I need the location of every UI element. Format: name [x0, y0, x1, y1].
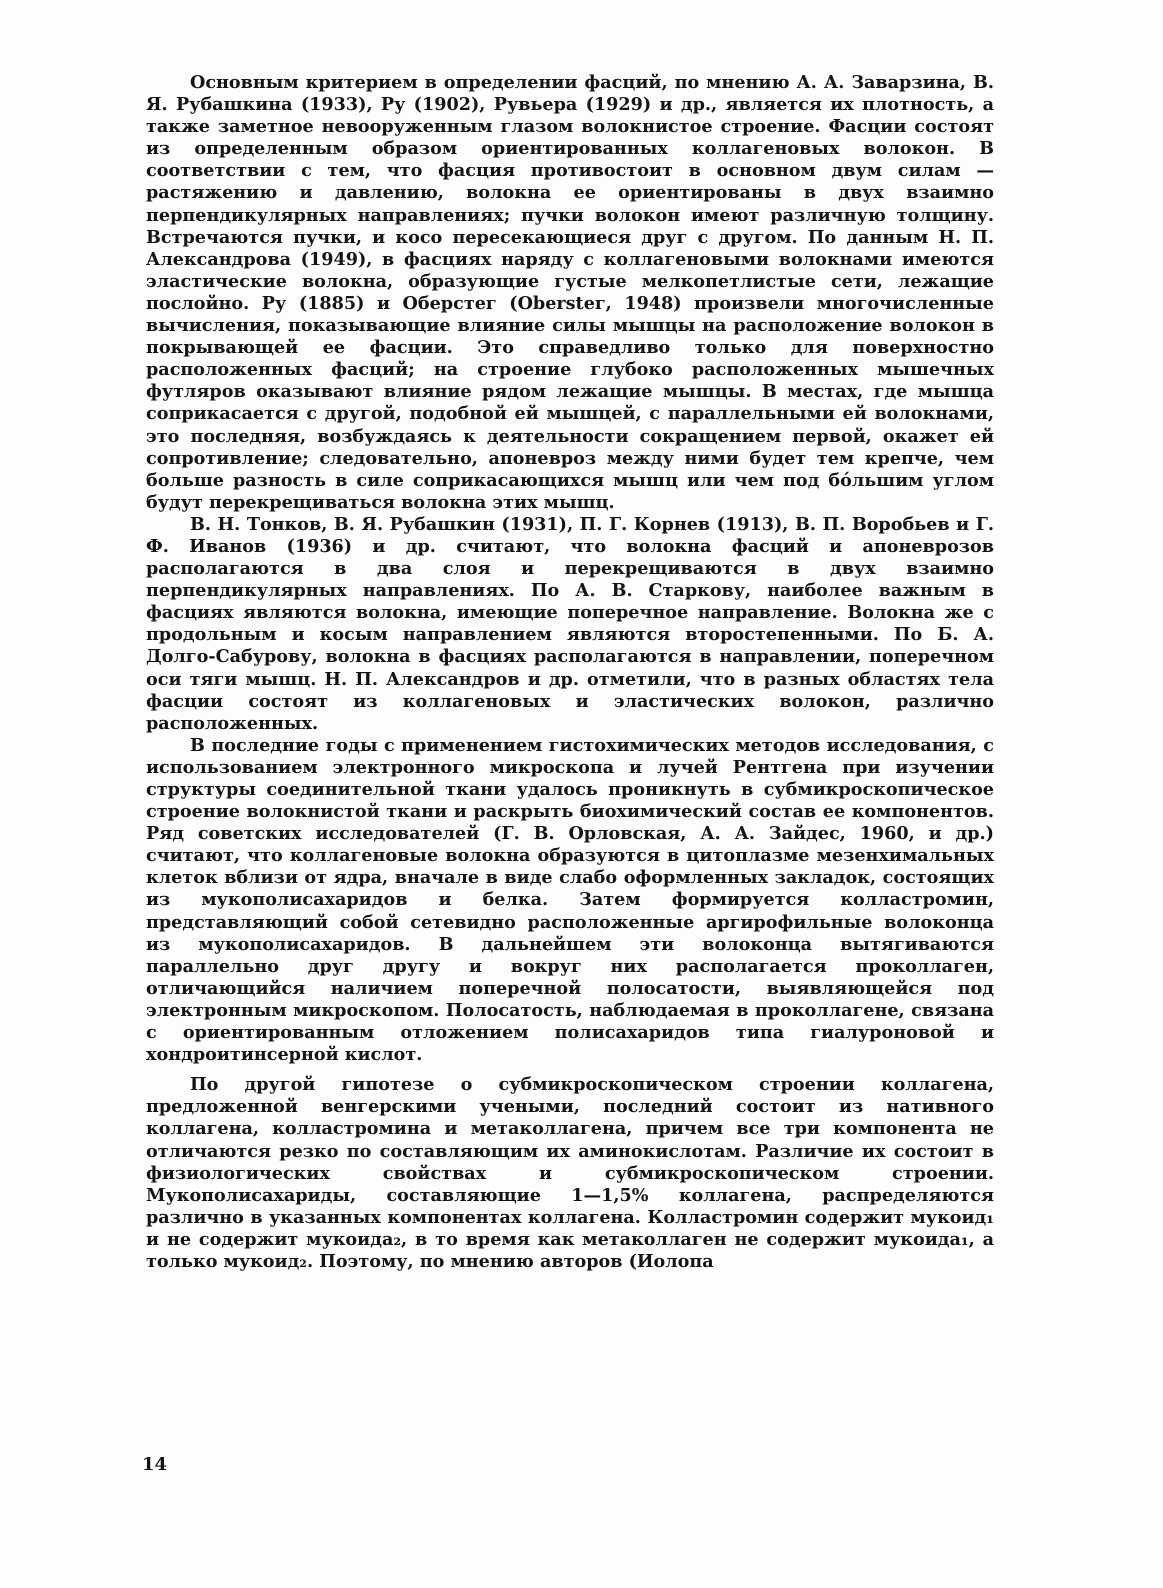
page-number: 14 — [142, 1454, 168, 1475]
paragraph-1: Основным критерием в определении фасций, по мнению А. А. Заварзина, В. Я. Рубашкина (1933), Ру (1902), Рувьера (1929) и др., является их плотность, а также заметное невооруженным глазом волокнистое строение. Фасции состоят из определенным образом ориентированных коллагеновых волокон. В соответствии с тем, что фасция противостоит в основном двум силам — растяжению и давлению, волокна ее ориентированы в двух взаимно перпендикулярных направлениях; пучки волокон имеют различную толщину. Встречаются пучки, и косо пересекающиеся друг с другом. По данным Н. П. Александрова (1949), в фасциях наряду с коллагеновыми волокнами имеются эластические волокна, образующие густые мелкопетлистые сети, лежащие послойно. Ру (1885) и Оберстег (Oberstег, 1948) произвели многочисленные вычисления, показывающие влияние силы мышцы на расположение волокон в покрывающей ее фасции. Это справедливо только для поверхностно расположенных фасций; на строение глубоко расположенных мышечных футляров оказывают влияние рядом лежащие мышцы. В местах, где мышца соприкасается с другой, подобной ей мышцей, с параллельными ей волокнами, это последняя, возбуждаясь к деятельности сокращением первой, окажет ей сопротивление; следовательно, апоневроз между ними будет тем крепче, чем больше разность в силе соприкасающихся мышц или чем под бо́льшим углом будут перекрещиваться волокна этих мышц. — [146, 72, 994, 513]
paragraph-3: В последние годы с применением гистохимических методов исследования, с использованием электронного микроскопа и лучей Рентгена при изучении структуры соединительной ткани удалось проникнуть в субмикроскопическое строение волокнистой ткани и раскрыть биохимический состав ее компонентов. Ряд советских исследователей (Г. В. Орловская, А. А. Зайдес, 1960, и др.) считают, что коллагеновые волокна образуются в цитоплазме мезенхимальных клеток вблизи от ядра, вначале в виде слабо оформленных закладок, состоящих из мукополисахаридов и белка. Затем формируется колластромин, представляющий собой сетевидно расположенные аргирофильные волоконца из мукополисахаридов. В дальнейшем эти волоконца вытягиваются параллельно друг другу и вокруг них располагается проколлаген, отличающийся наличием поперечной полосатости, выявляющейся под электронным микроскопом. Полосатость, наблюдаемая в проколлагене, связана с ориентированным отложением полисахаридов типа гиалуроновой и хондроитинсерной кислот. — [146, 734, 994, 1066]
body-text — [146, 72, 994, 1273]
paragraph-4: По другой гипотезе о субмикроскопическом строении коллагена, предложенной венгерскими учеными, последний состоит из нативного коллагена, колластромина и метаколлагена, причем все три компонента не отличаются резко по составляющим их аминокислотам. Различие их состоит в физиологических свойствах и субмикроскопическом строении. Мукополисахариды, составляющие 1—1,5% коллагена, распределяются различно в указанных компонентах коллагена. Колластромин содержит мукоид₁ и не содержит мукоида₂, в то время как метаколлаген не содержит мукоида₁, а только мукоид₂. Поэтому, по мнению авторов (Иолопа — [146, 1074, 994, 1272]
paragraph-2: В. Н. Тонков, В. Я. Рубашкин (1931), П. Г. Корнев (1913), В. П. Воробьев и Г. Ф. Иванов (1936) и др. считают, что волокна фасций и апоневрозов располагаются в два слоя и перекрещиваются в двух взаимно перпендикулярных направлениях. По А. В. Старкову, наиболее важным в фасциях являются волокна, имеющие поперечное направление. Волокна же с продольным и косым направлением являются второстепенными. По Б. А. Долго-Сабурову, волокна в фасциях располагаются в направлении, поперечном оси тяги мышц. Н. П. Александров и др. отметили, что в разных областях тела фасции состоят из коллагеновых и эластических волокон, различно расположенных. — [146, 513, 994, 734]
